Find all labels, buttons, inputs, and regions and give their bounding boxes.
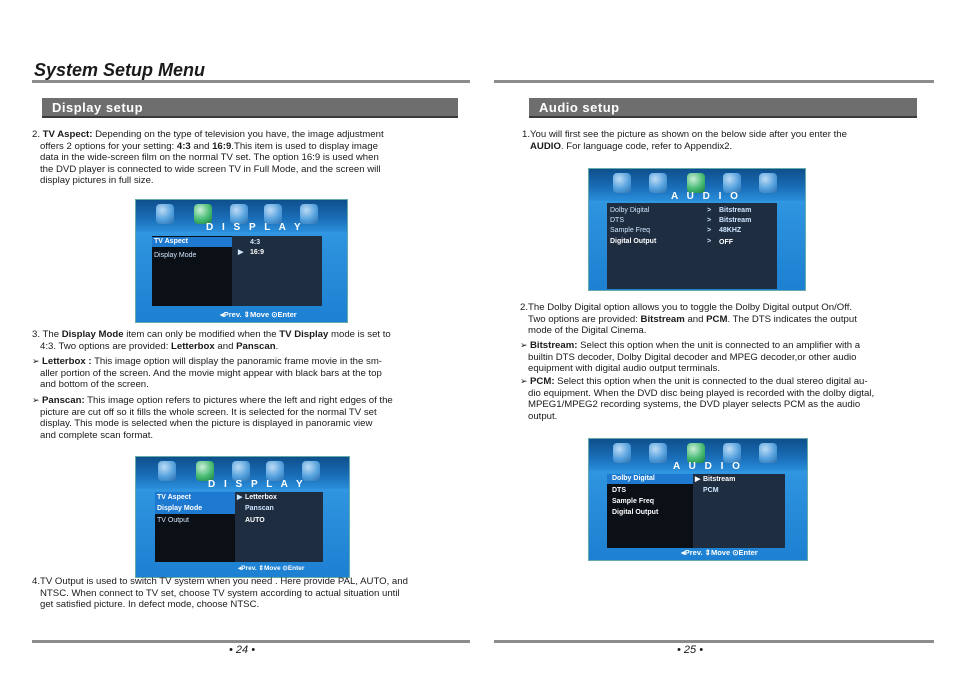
display-icon bbox=[194, 204, 212, 224]
menu-row-digital-output: Digital Output bbox=[610, 238, 657, 245]
audio-icon bbox=[232, 461, 250, 481]
value-bitstream-1: Bitstream bbox=[719, 207, 752, 214]
chevron-right-icon: > bbox=[707, 207, 712, 214]
audio-icon bbox=[687, 443, 705, 463]
menu-footer: ◂Prev. ⇕Move ⊙Enter bbox=[238, 565, 305, 572]
lock-icon bbox=[264, 204, 282, 224]
audio-menu-screenshot-1 bbox=[588, 168, 806, 291]
value-bitstream: Bitstream bbox=[703, 476, 736, 483]
chevron-right-icon: > bbox=[707, 217, 712, 224]
arrow-bullet-icon: ➢ bbox=[32, 395, 40, 405]
value-48khz: 48KHZ bbox=[719, 227, 742, 234]
audio-icon bbox=[687, 173, 705, 193]
menu-list bbox=[607, 474, 693, 548]
arrow-bullet-icon: ➢ bbox=[32, 356, 40, 366]
pcm-bullet: ➢ PCM: Select this option when the unit is connected to the dual stereo digital au- dio equipment. When the DVD disc being played is recorded with the dolby digtal, MPEG1/MPEG2 recording systems, the DVD player selects PCM as the audio output. bbox=[520, 376, 875, 422]
audio-icon bbox=[230, 204, 248, 224]
lock-icon bbox=[723, 173, 741, 193]
value-off: OFF bbox=[719, 239, 733, 246]
panscan-bullet: ➢ Panscan: This image option refers to pictures where the left and right edges of the picture are cut off so it fills the whole screen. It is selected for the normal TV set display. This mode is selected when the picture is displayed in panoramic view and complete scan format. bbox=[32, 395, 393, 441]
menu-footer: ◂Prev. ⇕Move ⊙Enter bbox=[220, 310, 297, 319]
menu-row-tv-output: TV Output bbox=[157, 517, 189, 524]
display-icon bbox=[649, 443, 667, 463]
lock-icon bbox=[723, 443, 741, 463]
audio-menu-label: A U D I O bbox=[671, 191, 741, 202]
value-16-9: 16:9 bbox=[250, 249, 265, 256]
menu-row-dolby-digital: Dolby Digital bbox=[612, 475, 655, 482]
menu-row-sample-freq: Sample Freq bbox=[610, 227, 651, 234]
value-letterbox: Letterbox bbox=[245, 494, 277, 501]
page-number-left: • 24 • bbox=[229, 644, 256, 656]
arrow-icon: ▶ bbox=[238, 249, 244, 256]
display-mode-paragraph: 3. The Display Mode item can only be modified when the TV Display mode is set to 4:3. Two options are provided: Letterbox and Panscan. bbox=[32, 329, 391, 352]
menu-list bbox=[155, 492, 235, 562]
display-menu-label: D I S P L A Y bbox=[206, 222, 304, 233]
value-panel bbox=[235, 492, 323, 562]
audio-menu-screenshot-2 bbox=[588, 438, 808, 561]
value-4-3: 4:3 bbox=[250, 239, 261, 246]
tv-output-paragraph: 4.TV Output is used to switch TV system when you need . Here provide PAL, AUTO, and NTSC. When connect to TV set, choose TV system according to actual situation until get satisfied picture. In defect mode, choose NTSC. bbox=[32, 576, 408, 610]
value-panel bbox=[232, 236, 322, 306]
menu-row-display-mode: Display Mode bbox=[154, 252, 197, 259]
display-menu-label: D I S P L A Y bbox=[208, 479, 306, 490]
display-menu-screenshot-1 bbox=[135, 199, 348, 323]
display-icon bbox=[649, 173, 667, 193]
menu-row-tv-aspect: TV Aspect bbox=[154, 238, 188, 245]
value-panel bbox=[693, 474, 785, 548]
letterbox-bullet: ➢ Letterbox : This image option will display the panoramic frame movie in the sm- aller portion of the screen. And the movie might appear with black bars at the top and bottom of the screen. bbox=[32, 356, 382, 390]
bitstream-bullet: ➢ Bitstream: Select this option when the unit is connected to an amplifier with a builtin DTS decoder, Dolby Digital decoder and MPEG decoder,or other audio equipment with digital audio output terminals. bbox=[520, 340, 861, 374]
misc-icon bbox=[302, 461, 320, 481]
chevron-right-icon: > bbox=[707, 227, 712, 234]
arrow-bullet-icon: ➢ bbox=[520, 376, 528, 386]
menu-row-dts: DTS bbox=[610, 217, 624, 224]
dolby-digital-paragraph: 2.The Dolby Digital option allows you to toggle the Dolby Digital output On/Off. Two options are provided: Bitstream and PCM. The DTS indicates the output mode of the Digital Cinema. bbox=[520, 302, 857, 336]
tv-aspect-paragraph: 2. TV Aspect: Depending on the type of television you have, the image adjustment offers 2 options for your setting: 4:3 and 16:9.This item is used to display image data in the wide-screen film on the normal TV set. The option 16:9 is used when the DVD player is connected to wide screen TV in Full Mode, and the screen will display pictures in full size. bbox=[32, 129, 384, 186]
language-icon bbox=[158, 461, 176, 481]
language-icon bbox=[613, 443, 631, 463]
display-menu-screenshot-2 bbox=[135, 456, 350, 578]
audio-menu-label: A U D I O bbox=[673, 461, 743, 472]
value-pcm: PCM bbox=[703, 487, 719, 494]
menu-list bbox=[607, 203, 777, 289]
misc-icon bbox=[300, 204, 318, 224]
value-panscan: Panscan bbox=[245, 505, 274, 512]
menu-row-sample-freq: Sample Freq bbox=[612, 498, 655, 505]
language-icon bbox=[156, 204, 174, 224]
bottom-rule-left bbox=[32, 640, 470, 643]
value-auto: AUTO bbox=[245, 517, 265, 524]
lock-icon bbox=[266, 461, 284, 481]
menu-list bbox=[152, 236, 232, 306]
value-bitstream-2: Bitstream bbox=[719, 217, 752, 224]
top-rule-right bbox=[494, 80, 934, 83]
audio-intro-paragraph: 1.You will first see the picture as shown on the below side after you enter the AUDIO. For language code, refer to Appendix2. bbox=[522, 129, 847, 152]
page-number-right: • 25 • bbox=[677, 644, 704, 656]
arrow-icon: ▶ bbox=[237, 494, 243, 501]
audio-setup-heading: Audio setup bbox=[529, 98, 917, 118]
display-icon bbox=[196, 461, 214, 481]
page-title: System Setup Menu bbox=[34, 60, 206, 80]
display-setup-heading: Display setup bbox=[42, 98, 458, 118]
misc-icon bbox=[759, 443, 777, 463]
menu-row-tv-aspect: TV Aspect bbox=[157, 494, 191, 501]
menu-row-dts: DTS bbox=[612, 487, 626, 494]
menu-row-dolby-digital: Dolby Digital bbox=[610, 207, 650, 214]
top-rule-left bbox=[32, 80, 470, 83]
chevron-right-icon: > bbox=[707, 238, 712, 245]
bottom-rule-right bbox=[494, 640, 934, 643]
language-icon bbox=[613, 173, 631, 193]
menu-row-display-mode: Display Mode bbox=[157, 505, 203, 512]
arrow-bullet-icon: ➢ bbox=[520, 340, 528, 350]
menu-footer: ◂Prev. ⇕Move ⊙Enter bbox=[681, 548, 758, 557]
menu-row-digital-output: Digital Output bbox=[612, 509, 659, 516]
misc-icon bbox=[759, 173, 777, 193]
arrow-icon: ▶ bbox=[695, 476, 701, 483]
